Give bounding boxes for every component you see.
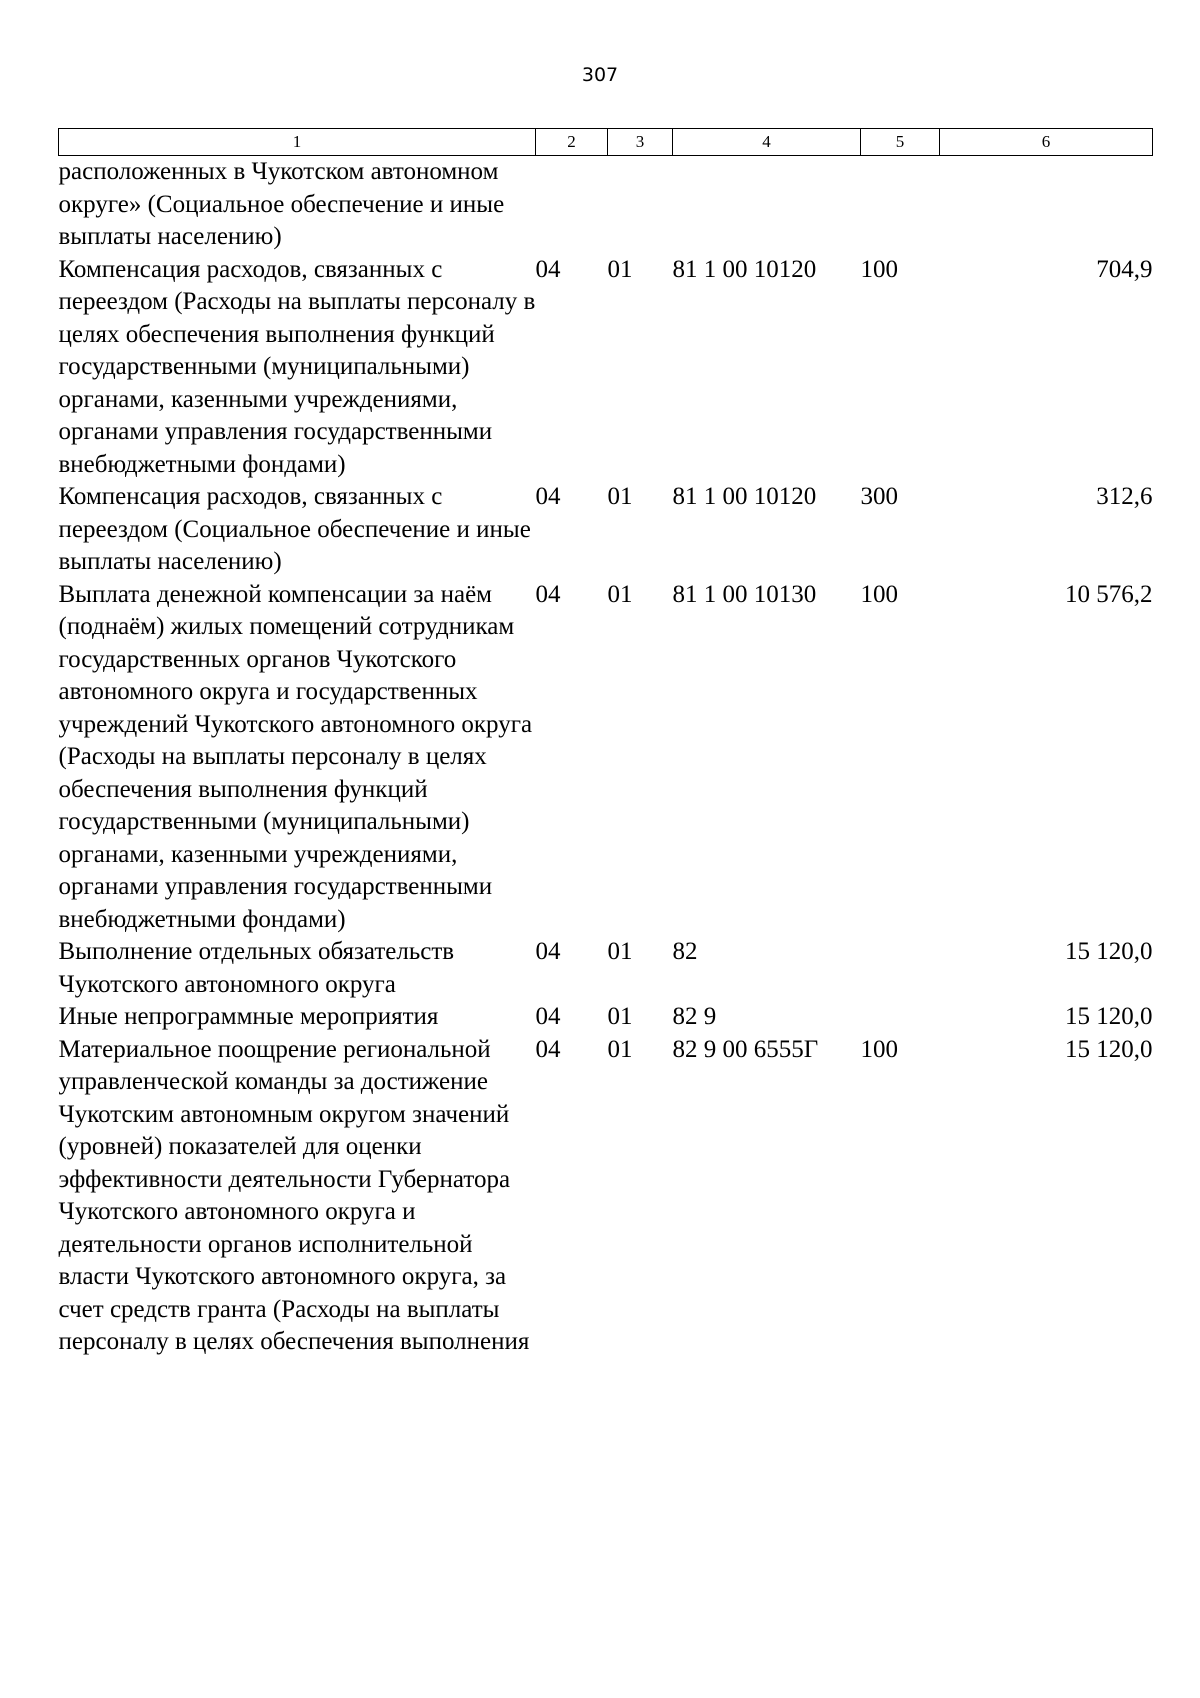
table-row bbox=[59, 254, 1153, 482]
row-amount: 10 576,2 bbox=[1065, 580, 1153, 608]
column-header-4: 4 bbox=[673, 129, 861, 156]
row-subsection bbox=[608, 156, 673, 254]
row-name: Материальное поощрение региональной управленческой команды за достижение Чукотским автономным округом значений (уровней) показателей для оценки эффективности деятельности Губернатора Чукотского автономного округа и деятельности органов исполнительной власти Чукотского автономного округа, за счет средств гранта (Расходы на выплаты персоналу в целях обеспечения выполнения bbox=[58, 1035, 530, 1355]
row-expense-type: 300 bbox=[860, 483, 898, 510]
row-target-code: 82 9 bbox=[672, 1003, 717, 1030]
row-target-code: 82 bbox=[672, 938, 698, 965]
row-expense-type bbox=[861, 936, 940, 1001]
row-subsection: 01 bbox=[607, 1035, 633, 1063]
row-name: Иные непрограммные мероприятия bbox=[58, 1003, 439, 1030]
row-name: расположенных в Чукотском автономном округе» (Социальное обеспечение и иные выплаты населению) bbox=[58, 158, 505, 250]
row-amount: 15 120,0 bbox=[1065, 1003, 1153, 1030]
table-row bbox=[59, 156, 1153, 254]
row-name: Компенсация расходов, связанных с переездом (Социальное обеспечение и иные выплаты населению) bbox=[58, 483, 531, 575]
row-amount: 15 120,0 bbox=[1065, 938, 1153, 965]
row-section: 04 bbox=[535, 483, 561, 510]
table-row bbox=[59, 1001, 1153, 1034]
row-amount: 704,9 bbox=[1096, 255, 1153, 283]
row-target-code bbox=[673, 156, 861, 254]
table-row bbox=[59, 1034, 1153, 1359]
header-row bbox=[59, 129, 1153, 156]
row-amount: 15 120,0 bbox=[1065, 1035, 1153, 1063]
row-target-code: 81 1 00 10120 bbox=[672, 483, 817, 510]
row-expense-type bbox=[861, 156, 940, 254]
row-section: 04 bbox=[535, 938, 561, 965]
row-expense-type bbox=[861, 1001, 940, 1034]
row-section: 04 bbox=[535, 1035, 561, 1063]
row-amount: 312,6 bbox=[1096, 483, 1153, 510]
row-name: Выплата денежной компенсации за наём (поднаём) жилых помещений сотрудникам государственных органов Чукотского автономного округа и государственных учреждений Чукотского автономного округа (Расходы на выплаты персоналу в целях обеспечения выполнения функций государственными (муниципальными) органами, казенными учреждениями, органами управления государственными внебюджетными фондами) bbox=[58, 580, 533, 933]
row-expense-type: 100 bbox=[860, 1035, 898, 1063]
row-subsection: 01 bbox=[607, 1003, 633, 1030]
row-subsection: 01 bbox=[607, 580, 633, 608]
row-section: 04 bbox=[535, 255, 561, 283]
row-subsection: 01 bbox=[607, 255, 633, 283]
column-header-2: 2 bbox=[536, 129, 608, 156]
row-name: Компенсация расходов, связанных с переездом (Расходы на выплаты персоналу в целях обеспечения выполнения функций государственными (муниципальными) органами, казенными учреждениями, органами управления государственными внебюджетными фондами) bbox=[58, 255, 536, 478]
column-header-3: 3 bbox=[608, 129, 673, 156]
row-section: 04 bbox=[535, 580, 561, 608]
row-section: 04 bbox=[535, 1003, 561, 1030]
table-row bbox=[59, 579, 1153, 937]
table-row bbox=[59, 481, 1153, 579]
row-subsection: 01 bbox=[607, 483, 633, 510]
row-name: Выполнение отдельных обязательств Чукотского автономного округа bbox=[58, 938, 455, 998]
row-target-code: 82 9 00 6555Г bbox=[672, 1035, 819, 1063]
row-target-code: 81 1 00 10130 bbox=[672, 580, 817, 608]
row-expense-type: 100 bbox=[860, 580, 898, 608]
budget-table bbox=[58, 128, 1153, 1359]
row-expense-type: 100 bbox=[860, 255, 898, 283]
row-target-code: 81 1 00 10120 bbox=[672, 255, 817, 283]
row-amount bbox=[940, 156, 1153, 254]
row-section bbox=[536, 156, 608, 254]
column-header-5: 5 bbox=[861, 129, 940, 156]
column-header-1: 1 bbox=[59, 129, 536, 156]
row-subsection: 01 bbox=[607, 938, 633, 965]
page-number: 307 bbox=[581, 64, 619, 86]
column-header-6: 6 bbox=[940, 129, 1153, 156]
table-row bbox=[59, 936, 1153, 1001]
